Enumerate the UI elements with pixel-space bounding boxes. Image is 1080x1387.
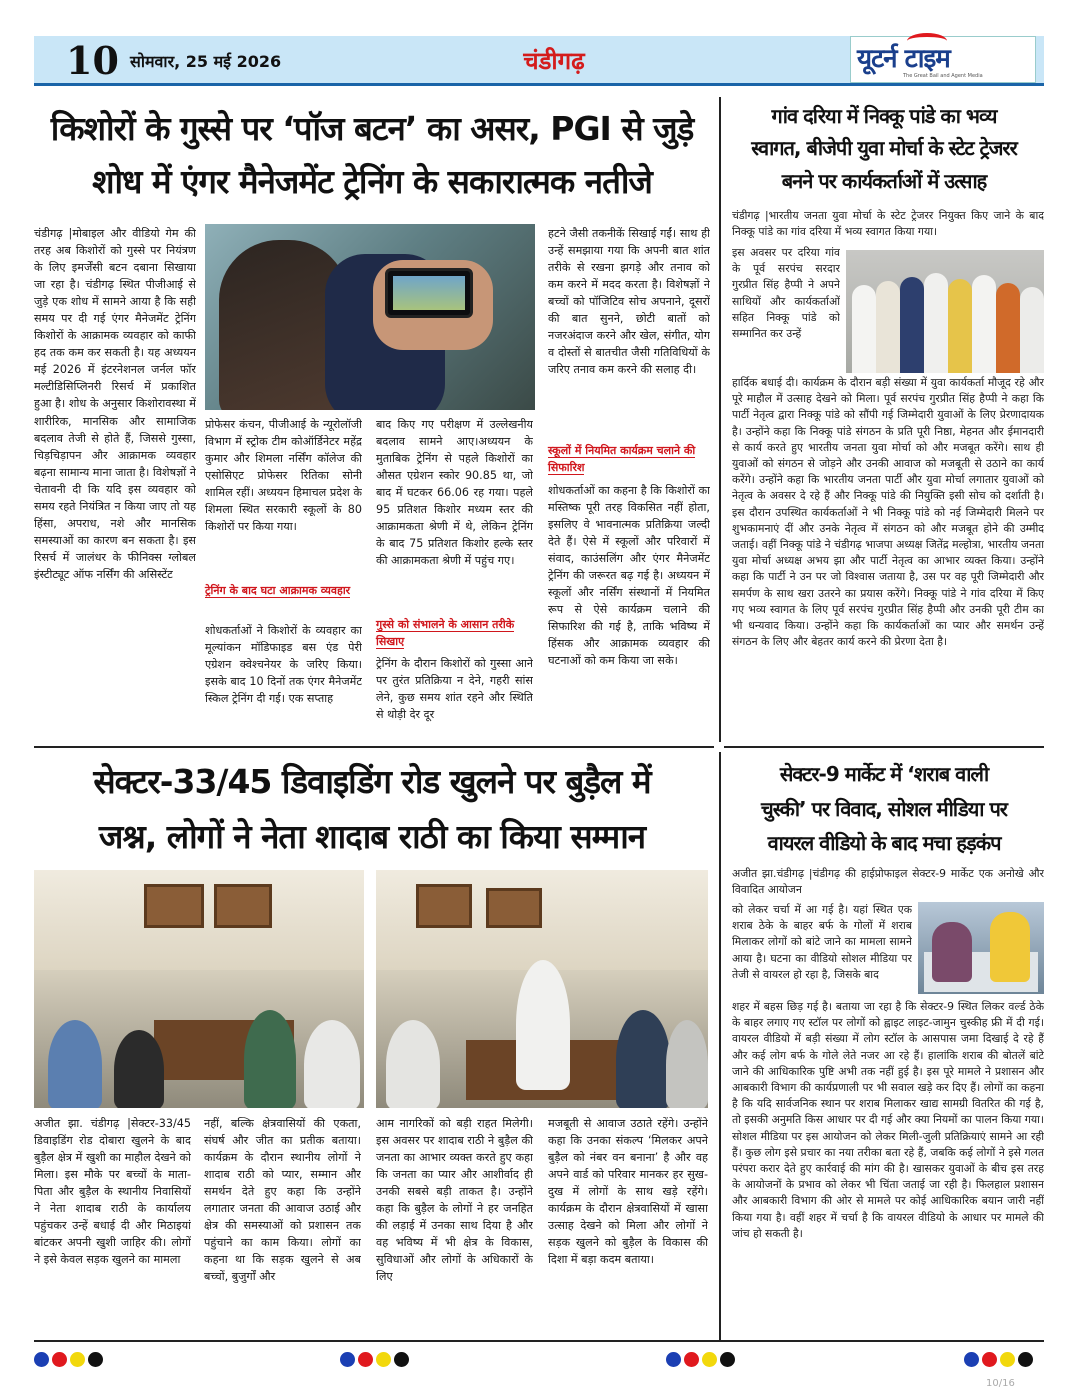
page-marker: 10/16 — [986, 1378, 1015, 1387]
story4-headline-line1: सेक्टर-9 मार्केट में ‘शराब वाली — [779, 762, 989, 786]
column-rule-right-top — [719, 97, 721, 742]
newspaper-logo — [850, 36, 1036, 83]
section-rule-right — [724, 746, 1044, 748]
story4-lead: अजीत झा.चंडीगढ़ |चंडीगढ़ की हाईप्रोफाइल सेक्टर-9 मार्केट एक अनोखे और विवादित आयोजन — [732, 867, 1044, 897]
story1-subhead-2: गुस्से को संभालने के आसान तरीके सिखाए — [376, 618, 515, 648]
registration-marks-1 — [34, 1352, 106, 1370]
story2-headline-line3: बनने पर कार्यकर्ताओं में उत्साह — [781, 169, 987, 193]
story3-column4: मजबूती से आवाज उठाते रहेंगे। उन्होंने कहा कि उनका संकल्प ‘मिलकर अपने बुड़ैल को नंबर वन बनाना’ है और वह अपने वार्ड को परिवार मानकर हर सुख-दुख में लोगों के साथ खड़े रहेंगे। कार्यक्रम के दौरान क्षेत्रवासियों में खासा उत्साह देखने को मिला और लोगों ने सड़क खुलने को बुड़ैल के विकास की दिशा में बड़ा कदम बताया। — [548, 1117, 708, 1267]
story1-column3-top: बाद किए गए परीक्षण में उल्लेखनीय बदलाव सामने आए।अध्ययन के मुताबिक ट्रेनिंग से पहले किशोरों का औसत एग्रेशन स्कोर 90.85 था, जो बाद में घटकर 66.06 रह गया। पहले 95 प्रतिशत किशोर मध्यम स्तर की आक्रामकता श्रेणी में थे, लेकिन ट्रेनिंग के बाद 75 प्रतिशत किशोर हल्के स्तर की आक्रामकता श्रेणी में पहुंच गए। — [376, 418, 533, 568]
story1-column1: चंडीगढ़ |मोबाइल और वीडियो गेम की तरह अब किशोरों को गुस्से पर नियंत्रण के लिए इमर्जेंसी बटन दबाना सिखाया जा रहा है। चंडीगढ़ स्थित पीजीआई से जुड़े एक शोध में सामने आया है कि सही समय पर दी गई एंगर मैनेजमेंट ट्रेनिंग किशोरों के आक्रामक व्यवहार को काफी हद तक कम कर सकती है। यह अध्ययन मई 2026 में इंटरनेशनल जर्नल फॉर मल्टीडिसिप्लिनरी रिसर्च में प्रकाशित हुआ है। शोध के अनुसार किशोरावस्था में शारीरिक, मानसिक और सामाजिक बदलाव तेजी से होते हैं, जिससे गुस्सा, चिड़चिड़ापन और आक्रामक व्यवहार बढ़ना सामान्य माना जाता है। विशेषज्ञों ने चेतावनी दी कि यदि इस व्यवहार को समय रहते नियंत्रित न किया जाए तो यह हिंसा, अपराध, नशे और मानसिक समस्याओं का कारण बन सकता है। इस रिसर्च में जालंधर के फीनिक्स ग्लोबल इंस्टीट्यूट ऑफ नर्सिंग की असिस्टेंट — [34, 227, 196, 581]
story1-headline-line2: शोध में एंगर मैनेजमेंट ट्रेनिंग के सकारात्मक नतीजे — [92, 162, 652, 201]
story3-headline-line1: सेक्टर-33/45 डिवाइडिंग रोड खुलने पर बुड़ैल में — [93, 762, 651, 801]
story4-headline-line3: वायरल वीडियो के बाद मचा हड़कंप — [767, 831, 1001, 855]
registration-marks-3 — [666, 1352, 738, 1370]
story2-lead: चंडीगढ़ |भारतीय जनता युवा मोर्चा के स्टेट ट्रेजरर नियुक्त किए जाने के बाद निक्कू पांडे का गांव दरिया में भव्य स्वागत किया गया। — [732, 209, 1044, 239]
story2-left-column: इस अवसर पर दरिया गांव के पूर्व सरपंच सरदार गुरप्रीत सिंह हैप्पी ने अपने साथियों और कार्यकर्ताओं सहित निक्कू पांडे को सम्मानित कर उन्हें — [732, 246, 840, 341]
registration-marks-4 — [964, 1352, 1036, 1370]
page-number: 10 — [66, 38, 119, 83]
story3-photo-office-gathering-1 — [34, 870, 364, 1108]
story1-photo-boy-with-phone — [205, 224, 535, 410]
issue-date: सोमवार, 25 मई 2026 — [130, 52, 282, 71]
story3-photo-office-gathering-2 — [376, 870, 708, 1108]
story1-column2-bottom: शोधकर्ताओं ने किशोरों के व्यवहार का मूल्यांकन मॉडिफाइड बस एंड पेरी एग्रेशन क्वेश्चनेयर के जरिए किया। इसके बाद 10 दिनों तक एंगर मैनेजमेंट स्किल ट्रेनिंग दी गई। एक सप्ताह — [205, 624, 362, 706]
logo-tagline: The Great Bail and Agent Media — [903, 73, 983, 79]
story1-column3-bottom: ट्रेनिंग के दौरान किशोरों को गुस्सा आने पर तुरंत प्रतिक्रिया न देने, गहरी सांस लेने, कुछ समय शांत रहने और स्थिति से थोड़ी देर दूर — [376, 657, 533, 722]
phone-icon — [385, 268, 473, 318]
story3-column1: अजीत झा. चंडीगढ़ |सेक्टर-33/45 डिवाइडिंग रोड दोबारा खुलने के बाद बुड़ैल क्षेत्र में खुशी का माहौल देखने को मिला। इस मौके पर बच्चों के माता-पिता और बुड़ैल के स्थानीय निवासियों ने नेता शादाब राठी के कार्यालय पहुंचकर उन्हें बधाई दी और मिठाइयां बांटकर अपनी खुशी जाहिर की। लोगों ने इसे केवल सड़क खुलने का मामला — [34, 1117, 191, 1267]
edition-city: चंडीगढ़ — [523, 47, 585, 75]
story1-subhead-3: स्कूलों में नियमित कार्यक्रम चलाने की सिफारिश — [548, 444, 696, 474]
story2-body: हार्दिक बधाई दी। कार्यक्रम के दौरान बड़ी संख्या में युवा कार्यकर्ता मौजूद रहे और पूरे माहौल में उत्साह देखने को मिला। पूर्व सरपंच गुरप्रीत सिंह हैप्पी ने कहा कि पार्टी नेतृत्व द्वारा निक्कू पांडे को सौंपी गई जिम्मेदारी युवाओं के लिए प्रेरणादायक है। उन्होंने कहा कि निक्कू पांडे संगठन के प्रति पूरी निष्ठा, मेहनत और ईमानदारी से कार्य करते हुए भारतीय जनता युवा मोर्चा को और मजबूत करेंगे। साथ ही युवाओं को संगठन से जोड़ने और उनकी आवाज को मजबूती से उठाने का कार्य करेंगे। उन्होंने कहा कि भारतीय जनता पार्टी और युवा मोर्चा लगातार युवाओं को नेतृत्व के अवसर दे रहे हैं और निक्कू पांडे की नियुक्ति इसी सोच को दर्शाती है। इस दौरान उपस्थित कार्यकर्ताओं ने भी निक्कू पांडे को नई जिम्मेदारी मिलने पर शुभकामनाएं दीं और उनके नेतृत्व में संगठन को और मजबूत होने की उम्मीद जताई। वहीं निक्कू पांडे ने चंडीगढ़ भाजपा अध्यक्ष जितेंद्र मल्होत्रा, भारतीय जनता युवा मोर्चा अध्यक्ष अभय झा और पार्टी नेतृत्व का आभार व्यक्त किया। उन्होंने कहा कि पार्टी ने उन पर जो विश्वास जताया है, उस पर वह पूरी जिम्मेदारी और समर्पण के साथ खरा उतरने का प्रयास करेंगे। निक्कू पांडे ने गांव दरिया में किए गए भव्य स्वागत के लिए पूर्व सरपंच गुरप्रीत सिंह हैप्पी और उनकी पूरी टीम का भी धन्यवाद किया। उन्होंने कहा कि कार्यकर्ताओं का प्यार और समर्थन उन्हें संगठन के लिए और बेहतर कार्य करने की प्रेरणा देता है। — [732, 376, 1044, 649]
story1-headline-line1: किशोरों के गुस्से पर ‘पॉज बटन’ का असर, PGI से जुड़े — [50, 109, 694, 148]
story4-photo-market-stall — [918, 902, 1044, 994]
story4-headline-line2: चुस्की’ पर विवाद, सोशल मीडिया पर — [761, 797, 1007, 821]
story2-headline-line1: गांव दरिया में निक्कू पांडे का भव्य — [771, 104, 997, 128]
story2-photo-welcome-group — [846, 250, 1044, 373]
page-bottom-rule — [34, 1340, 1044, 1342]
story1-column4-bottom: शोधकर्ताओं का कहना है कि किशोरों का मस्तिष्क पूरी तरह विकसित नहीं होता, इसलिए वे भावनात्मक प्रतिक्रिया जल्दी देते हैं। ऐसे में स्कूलों और परिवारों में संवाद, काउंसलिंग और एंगर मैनेजमेंट ट्रेनिंग की जरूरत बढ़ गई है। अध्ययन में स्कूलों और नर्सिंग संस्थानों में नियमित रूप से ऐसे कार्यक्रम चलाने की सिफारिश की गई है, ताकि भविष्य में हिंसक और आक्रामक व्यवहार की घटनाओं को कम किया जा सके। — [548, 484, 710, 668]
masthead — [34, 36, 1044, 86]
story3-headline-line2: जश्न, लोगों ने नेता शादाब राठी का किया सम्मान — [98, 817, 646, 856]
logo-text: यूटर्न टाइम — [857, 44, 950, 74]
section-rule-left — [34, 746, 714, 748]
registration-marks-2 — [340, 1352, 412, 1370]
story1-column4-top: हटने जैसी तकनीकें सिखाई गईं। साथ ही उन्हें समझाया गया कि अपनी बात शांत तरीके से रखना झगड़े और तनाव को कम करने में मदद करता है। विशेषज्ञों ने बच्चों को पॉजिटिव सोच अपनाने, दूसरों की बात सुनने, छोटी बातों को नजरअंदाज करने और खेल, संगीत, योग व दोस्तों से बातचीत जैसी गतिविधियों के जरिए तनाव कम करने की सलाह दी। — [548, 227, 710, 377]
story3-column2: नहीं, बल्कि क्षेत्रवासियों की एकता, संघर्ष और जीत का प्रतीक बताया। कार्यक्रम के दौरान स्थानीय लोगों ने शादाब राठी को प्यार, सम्मान और समर्थन देते हुए कहा कि उन्होंने लगातार जनता की आवाज उठाई और क्षेत्र की समस्याओं को प्रशासन तक पहुंचाने का काम किया। लोगों का कहना था कि सड़क खुलने से अब बच्चों, बुजुर्गों और — [204, 1117, 361, 1284]
story2-headline-line2: स्वागत, बीजेपी युवा मोर्चा के स्टेट ट्रेजरर — [751, 136, 1017, 160]
story1-subhead-1: ट्रेनिंग के बाद घटा आक्रामक व्यवहार — [205, 584, 351, 597]
story1-column2-top: प्रोफेसर कंचन, पीजीआई के न्यूरोलॉजी विभाग में स्ट्रोक टीम कोऑर्डिनेटर महेंद्र कुमार और शिमला नर्सिंग कॉलेज की एसोसिएट प्रोफेसर रितिका सोनी शामिल रहीं। अध्ययन हिमाचल प्रदेश के शिमला स्थित सरकारी स्कूलों के 80 किशोरों पर किया गया। — [205, 418, 362, 534]
story3-column3: आम नागरिकों को बड़ी राहत मिलेगी। इस अवसर पर शादाब राठी ने बुड़ैल की जनता का आभार व्यक्त करते हुए कहा कि जनता का प्यार और आशीर्वाद ही उनकी सबसे बड़ी ताकत है। उन्होंने कहा कि बुड़ैल के लोगों ने हर जनहित की लड़ाई में उनका साथ दिया है और वह भविष्य में भी क्षेत्र के विकास, सुविधाओं और लोगों के अधिकारों के लिए — [376, 1117, 533, 1284]
column-rule-right-bottom — [719, 752, 721, 1341]
story4-body: शहर में बहस छिड़ गई है। बताया जा रहा है कि सेक्टर-9 स्थित लिकर वर्ल्ड ठेके के बाहर लगाए गए स्टॉल पर लोगों को ह्वाइट लाइट-जामुन चुस्कीह फ्री में दी गई। वायरल वीडियो में बड़ी संख्या में लोग स्टॉल के आसपास जमा दिखाई दे रहे हैं और कई लोग बर्फ के गोले लेते नजर आ रहे हैं। हालांकि शराब की बोतलें बांटे जाने की आधिकारिक पुष्टि अभी तक नहीं हुई है। इस पूरे मामले ने प्रशासन और आबकारी विभाग की कार्यप्रणाली पर भी सवाल खड़े कर दिए हैं। लोगों का कहना है कि यदि सार्वजनिक स्थान पर शराब मिलाकर खाद्य सामग्री वितरित की गई है, तो इसकी अनुमति किस आधार पर दी गई और क्या नियमों का पालन किया गया। सोशल मीडिया पर इस आयोजन को लेकर मिली-जुली प्रतिक्रियाएं सामने आ रही हैं। कुछ लोग इसे प्रचार का नया तरीका बता रहे हैं, जबकि कई लोगों ने इसे गलत परंपरा करार देते हुए कार्रवाई की मांग की है। खासकर युवाओं के बीच इस तरह के आयोजनों के प्रभाव को लेकर भी चिंता जताई जा रही है। फिलहाल प्रशासन और आबकारी विभाग की ओर से मामले पर कोई आधिकारिक बयान जारी नहीं किया गया है। वहीं शहर में चर्चा है कि वायरल वीडियो के आधार पर मामले की जांच हो सकती है। — [732, 1000, 1044, 1240]
story4-left-column: को लेकर चर्चा में आ गई है। यहां स्थित एक शराब ठेके के बाहर बर्फ के गोलों में शराब मिलाकर लोगों को बांटे जाने का मामला सामने आया है। घटना का वीडियो सोशल मीडिया पर तेजी से वायरल हो रहा है, जिसके बाद — [732, 903, 912, 981]
